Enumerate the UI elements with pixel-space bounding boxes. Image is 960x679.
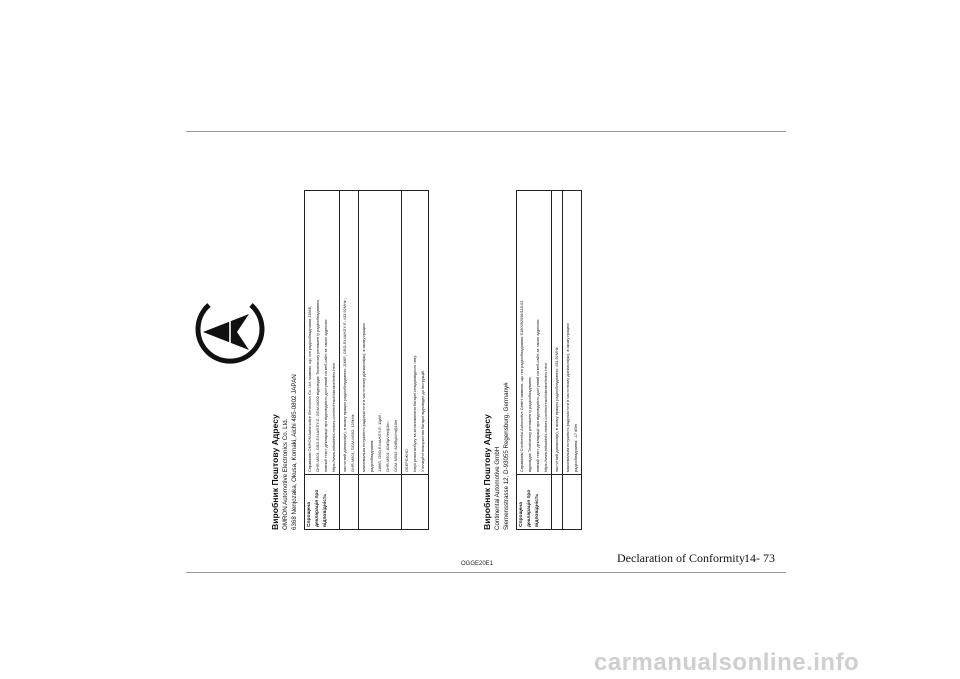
declaration-content	[270, 190, 590, 530]
text-line: повний текст декларації про відповідність доступний на веб-сайті за такою адресою:	[323, 318, 328, 472]
text-line: GHR-M001, GBD-E44A/KEY-E, GGM-M002 відповідає Технічному регламенту радіообладнання;	[315, 299, 320, 472]
declaration-table	[516, 190, 582, 530]
frequency-text	[552, 191, 563, 475]
declaration-text	[305, 191, 340, 475]
declaration-text	[517, 191, 552, 475]
text-line: ОБЕРЕЖНО	[404, 449, 409, 472]
table-row	[305, 191, 340, 530]
text-line: J166E, GBD-E44A/KEY-E: 11μW ;	[377, 412, 382, 472]
text-line: Існує ризик вибуху за встановлення батареї невідповідного типу.	[412, 355, 417, 472]
text-line: радіообладнання:	[369, 439, 374, 472]
manufacturer-address: Siemensstrasse 12, D-93055 Regensburg, Germany#	[503, 382, 510, 530]
text-line: радіообладнання: -17 dBm	[573, 423, 578, 472]
text-line: частотний діапазон(и), в якому працює радіообладнання: J166E, GBD-E44A/KEY-E: 433.92MHz ;	[342, 298, 347, 472]
page-number: 14- 73	[744, 551, 775, 565]
table-row	[402, 191, 429, 530]
url-text: https://www.mitsubishi-motors.com/en/reach/ukraine/index.html	[543, 363, 548, 472]
manufacturer-name: OMRON Automotive Electronics Co. Ltd.	[282, 418, 289, 530]
manufacturer-name: Continental Automotive GmbH	[494, 446, 501, 530]
table-row	[340, 191, 359, 530]
label-line: декларація про	[527, 489, 532, 527]
section-title: Declaration of Conformity	[617, 551, 745, 565]
declaration-label	[517, 475, 552, 530]
power-text	[359, 191, 402, 475]
table-row	[563, 191, 582, 530]
text-line: GHR-M001: 82dBμV/m@3m ;	[385, 420, 390, 472]
caution-text	[402, 191, 429, 475]
table-row	[359, 191, 402, 530]
section-heading: Виробник Поштову Адресу	[270, 414, 280, 530]
label-line: Спрощена	[519, 502, 524, 527]
text-line: Справжнім Continental Automotive GmbH заявляє, що тип радіообладнання S180052096/118-03	[519, 300, 524, 472]
label-line: відповідність	[323, 493, 328, 527]
text-line: максимальна потужність радіочастоти в частотному діапазоні(ах), в якому працює	[361, 323, 366, 472]
bottom-rule	[186, 572, 786, 573]
declaration-label	[305, 475, 340, 530]
text-line: Справжнім OMRON Automotive Electronics Co. Ltd. заявляє, що тип радіообладнання J166E,	[307, 305, 312, 472]
label-line: відповідність	[535, 493, 540, 527]
top-rule	[186, 131, 786, 132]
text-line: відповідає Технічному регламенту радіообладнання;	[527, 376, 532, 472]
text-line: Утилізуйте використані батареї відповідно до інструкцій.	[420, 370, 425, 472]
label-line: декларація про	[315, 489, 320, 527]
document-code: OGGE20E1	[461, 561, 494, 567]
table-row	[552, 191, 563, 530]
text-line: максимальна потужність радіочастоти в частотному діапазоні(ах), в якому працює	[565, 323, 570, 472]
manufacturer-address: 6368 Nenjozaka, Okusa, Komaki, Aichi 485-0802 JAPAN	[291, 374, 298, 530]
power-text	[563, 191, 582, 475]
frequency-text	[340, 191, 359, 475]
label-line: Спрощена	[307, 502, 312, 527]
ukrainian-conformity-mark-icon	[193, 295, 267, 369]
text-line: частотний діапазон(и), в якому працює радіообладнання: 433.92MHz	[554, 347, 559, 472]
text-line: GHR-M001, GGM-M002: 125kHz	[350, 414, 355, 472]
url-text: https://www.mitsubishi-motors.com/en/reach/ukraine/index.html	[331, 363, 336, 472]
manufacturer-section-omron	[270, 190, 429, 530]
section-heading: Виробник Поштову Адресу	[482, 414, 492, 530]
text-line: повний текст декларації про відповідність доступний на веб-сайті за такою адресою:	[535, 318, 540, 472]
table-row	[517, 191, 552, 530]
manufacturer-section-continental	[482, 190, 582, 530]
declaration-table	[304, 190, 429, 530]
text-line: GGM-M002: 62dBμV/m@10m	[393, 419, 398, 472]
watermark: carmanualsonline.info	[594, 649, 860, 676]
